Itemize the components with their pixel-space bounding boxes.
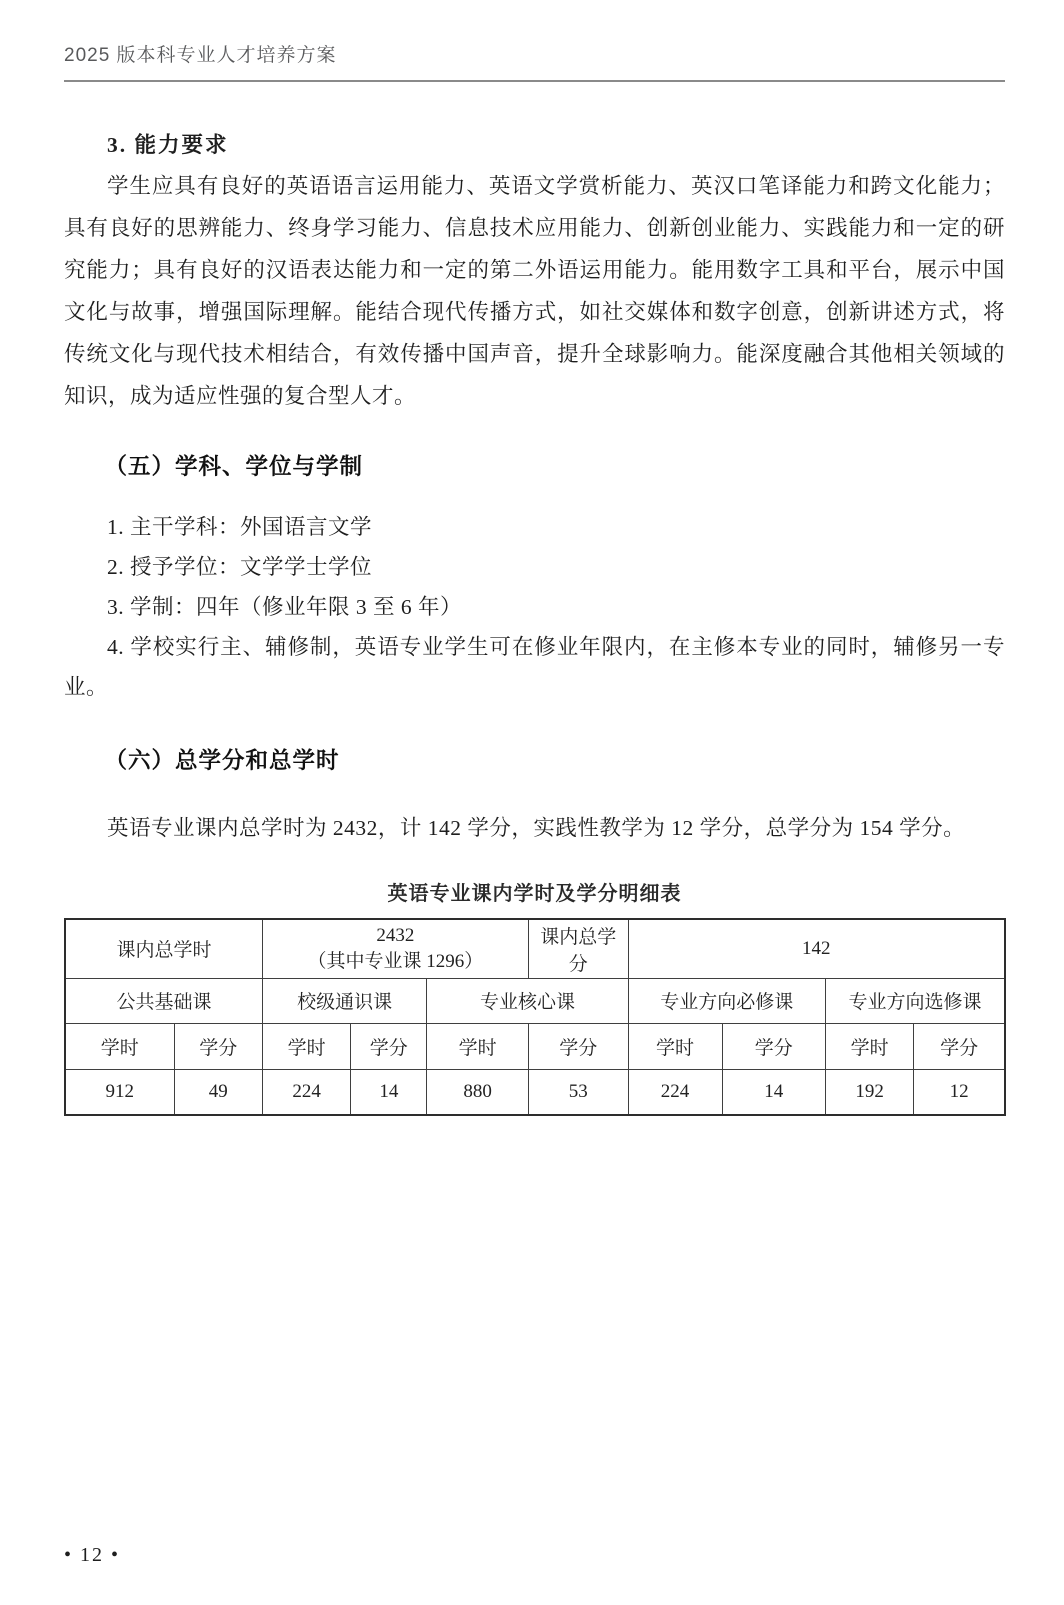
table-row-categories	[65, 978, 1005, 1023]
hours-credits-table	[64, 918, 1006, 1116]
cell-category-core: 专业核心课	[427, 978, 628, 1023]
cell-subheader-hours-1: 学时	[65, 1023, 174, 1069]
cell-subheader-hours-2: 学时	[262, 1023, 350, 1069]
total-hours-number: 2432	[376, 924, 415, 946]
cell-value-credits-1: 49	[174, 1069, 262, 1115]
cell-value-hours-3: 880	[427, 1069, 529, 1115]
cell-total-credits-label: 课内总学分	[528, 919, 628, 978]
table-row-values	[65, 1069, 1005, 1115]
ability-paragraph: 学生应具有良好的英语语言运用能力、英语文学赏析能力、英汉口笔译能力和跨文化能力；具有良好的思辨能力、终身学习能力、信息技术应用能力、创新创业能力、实践能力和一定的研究能力；具有良好的汉语表达能力和一定的第二外语运用能力。能用数字工具和平台，展示中国文化与故事，增强国际理解。能结合现代传播方式，如社交媒体和数字创意，创新讲述方式，将传统文化与现代技术相结合，有效传播中国声音，提升全球影响力。能深度融合其他相关领域的知识，成为适应性强的复合型人才。	[64, 174, 1005, 408]
section-six-heading: （六）总学分和总学时	[104, 748, 340, 773]
table-row-summary	[65, 919, 1005, 978]
total-hours-note: （其中专业课 1296）	[307, 950, 484, 972]
cell-subheader-credits-4: 学分	[722, 1023, 825, 1069]
cell-value-credits-4: 14	[722, 1069, 825, 1115]
cell-total-hours-value	[262, 919, 528, 978]
cell-value-hours-5: 192	[825, 1069, 913, 1115]
cell-total-hours-label: 课内总学时	[65, 919, 262, 978]
section-five-heading: （五）学科、学位与学制	[104, 454, 364, 479]
cell-value-credits-3: 53	[528, 1069, 628, 1115]
cell-category-public-basic: 公共基础课	[65, 978, 262, 1023]
table-row-subheaders	[65, 1023, 1005, 1069]
cell-value-credits-5: 12	[914, 1069, 1005, 1115]
cell-value-credits-2: 14	[351, 1069, 427, 1115]
list-item-major-discipline: 1. 主干学科：外国语言文学	[107, 515, 373, 539]
cell-value-hours-1: 912	[65, 1069, 174, 1115]
cell-subheader-credits-2: 学分	[351, 1023, 427, 1069]
section-six-paragraph: 英语专业课内总学时为 2432，计 142 学分，实践性教学为 12 学分，总学分为 154 学分。	[107, 816, 966, 840]
cell-value-hours-4: 224	[628, 1069, 722, 1115]
cell-subheader-credits-3: 学分	[528, 1023, 628, 1069]
cell-value-hours-2: 224	[262, 1069, 350, 1115]
cell-subheader-hours-5: 学时	[825, 1023, 913, 1069]
cell-subheader-credits-5: 学分	[914, 1023, 1005, 1069]
cell-subheader-hours-3: 学时	[427, 1023, 529, 1069]
ability-section-heading: 3. 能力要求	[107, 133, 229, 157]
list-item-degree: 2. 授予学位：文学学士学位	[107, 555, 373, 579]
table-title: 英语专业课内学时及学分明细表	[387, 883, 682, 905]
cell-category-general-education: 校级通识课	[262, 978, 426, 1023]
cell-category-direction-elective: 专业方向选修课	[825, 978, 1005, 1023]
cell-category-direction-required: 专业方向必修课	[628, 978, 825, 1023]
cell-subheader-hours-4: 学时	[628, 1023, 722, 1069]
cell-total-credits-value: 142	[628, 919, 1005, 978]
cell-subheader-credits-1: 学分	[174, 1023, 262, 1069]
page-number: • 12 •	[64, 1544, 121, 1566]
page-header: 2025 版本科专业人才培养方案	[64, 0, 1005, 82]
list-item-minor-policy: 4. 学校实行主、辅修制，英语专业学生可在修业年限内，在主修本专业的同时，辅修另一专业。	[64, 635, 1005, 699]
section-five-list	[64, 507, 1005, 707]
list-item-duration: 3. 学制：四年（修业年限 3 至 6 年）	[107, 595, 463, 619]
